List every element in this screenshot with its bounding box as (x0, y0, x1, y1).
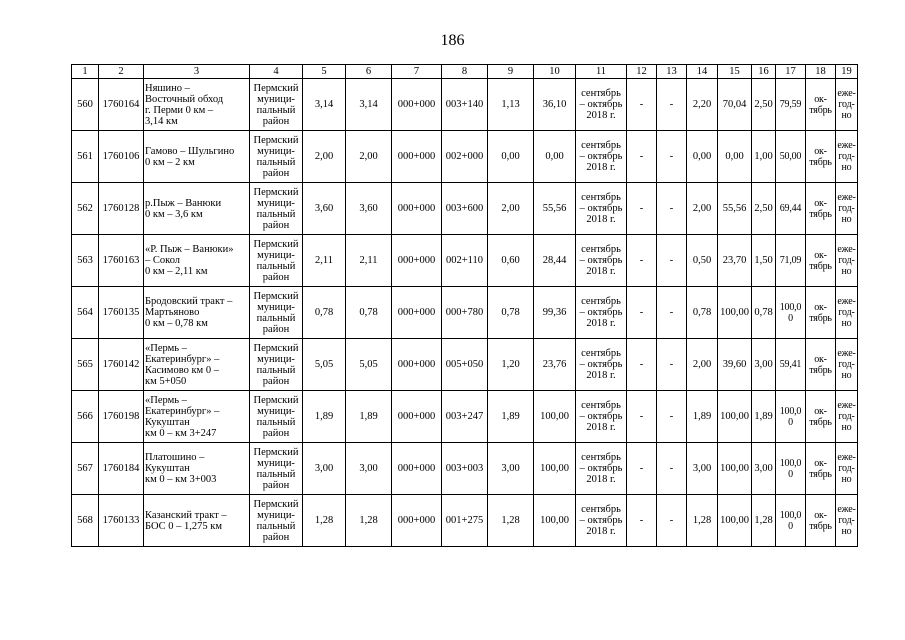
cell-col-15: 100,00 (718, 495, 752, 547)
cell-col-14: 2,00 (687, 183, 718, 235)
cell-col-14: 2,20 (687, 79, 718, 131)
cell-col-10: 100,00 (534, 443, 576, 495)
cell-col-17: 100,0 0 (776, 495, 806, 547)
cell-col-13: - (657, 391, 687, 443)
cell-col-19: еже- год- но (836, 443, 858, 495)
table-row (72, 287, 858, 339)
cell-col-11: сентябрь – октябрь 2018 г. (576, 495, 627, 547)
cell-col-4: Пермский муници- пальный район (250, 131, 303, 183)
cell-col-12: - (627, 495, 657, 547)
cell-col-7: 000+000 (392, 339, 442, 391)
cell-col-1: 566 (72, 391, 99, 443)
cell-col-16: 3,00 (752, 339, 776, 391)
cell-col-3: Гамово – Шульгино 0 км – 2 км (144, 131, 250, 183)
cell-col-12: - (627, 79, 657, 131)
cell-col-8: 005+050 (442, 339, 488, 391)
cell-col-17: 71,09 (776, 235, 806, 287)
column-number: 3 (144, 65, 250, 79)
cell-col-1: 564 (72, 287, 99, 339)
cell-col-19: еже- год- но (836, 495, 858, 547)
cell-col-5: 5,05 (303, 339, 346, 391)
cell-col-19: еже- год- но (836, 79, 858, 131)
column-number: 12 (627, 65, 657, 79)
cell-col-1: 568 (72, 495, 99, 547)
cell-col-10: 36,10 (534, 79, 576, 131)
cell-col-9: 1,20 (488, 339, 534, 391)
cell-col-8: 003+140 (442, 79, 488, 131)
cell-col-10: 99,36 (534, 287, 576, 339)
cell-col-9: 3,00 (488, 443, 534, 495)
cell-col-5: 1,89 (303, 391, 346, 443)
cell-col-7: 000+000 (392, 443, 442, 495)
cell-col-1: 565 (72, 339, 99, 391)
cell-col-4: Пермский муници- пальный район (250, 495, 303, 547)
column-number: 11 (576, 65, 627, 79)
cell-col-9: 1,28 (488, 495, 534, 547)
cell-col-1: 567 (72, 443, 99, 495)
column-number: 18 (806, 65, 836, 79)
cell-col-11: сентябрь – октябрь 2018 г. (576, 235, 627, 287)
cell-col-3: р.Пыж – Ванюки 0 км – 3,6 км (144, 183, 250, 235)
column-number: 1 (72, 65, 99, 79)
cell-col-5: 0,78 (303, 287, 346, 339)
cell-col-18: ок- тябрь (806, 235, 836, 287)
cell-col-11: сентябрь – октябрь 2018 г. (576, 391, 627, 443)
cell-col-5: 1,28 (303, 495, 346, 547)
cell-col-6: 1,28 (346, 495, 392, 547)
column-number: 7 (392, 65, 442, 79)
cell-col-2: 1760142 (99, 339, 144, 391)
cell-col-6: 3,00 (346, 443, 392, 495)
cell-col-8: 003+600 (442, 183, 488, 235)
cell-col-11: сентябрь – октябрь 2018 г. (576, 287, 627, 339)
cell-col-18: ок- тябрь (806, 391, 836, 443)
column-number: 17 (776, 65, 806, 79)
cell-col-9: 0,78 (488, 287, 534, 339)
cell-col-18: ок- тябрь (806, 131, 836, 183)
cell-col-19: еже- год- но (836, 391, 858, 443)
cell-col-4: Пермский муници- пальный район (250, 287, 303, 339)
cell-col-14: 0,78 (687, 287, 718, 339)
cell-col-3: Платошино – Кукуштан км 0 – км 3+003 (144, 443, 250, 495)
cell-col-10: 100,00 (534, 495, 576, 547)
cell-col-2: 1760164 (99, 79, 144, 131)
cell-col-8: 001+275 (442, 495, 488, 547)
cell-col-4: Пермский муници- пальный район (250, 339, 303, 391)
cell-col-17: 59,41 (776, 339, 806, 391)
cell-col-12: - (627, 235, 657, 287)
cell-col-9: 1,13 (488, 79, 534, 131)
table-row (72, 131, 858, 183)
cell-col-15: 39,60 (718, 339, 752, 391)
cell-col-13: - (657, 339, 687, 391)
cell-col-3: Няшино – Восточный обход г. Перми 0 км – 3,14 км (144, 79, 250, 131)
cell-col-9: 1,89 (488, 391, 534, 443)
cell-col-7: 000+000 (392, 287, 442, 339)
column-number: 4 (250, 65, 303, 79)
cell-col-13: - (657, 131, 687, 183)
cell-col-6: 0,78 (346, 287, 392, 339)
cell-col-6: 2,00 (346, 131, 392, 183)
cell-col-14: 2,00 (687, 339, 718, 391)
cell-col-5: 3,00 (303, 443, 346, 495)
cell-col-8: 000+780 (442, 287, 488, 339)
cell-col-1: 561 (72, 131, 99, 183)
cell-col-19: еже- год- но (836, 339, 858, 391)
cell-col-8: 002+000 (442, 131, 488, 183)
cell-col-5: 2,11 (303, 235, 346, 287)
cell-col-6: 3,14 (346, 79, 392, 131)
cell-col-7: 000+000 (392, 79, 442, 131)
cell-col-16: 3,00 (752, 443, 776, 495)
cell-col-19: еже- год- но (836, 131, 858, 183)
cell-col-7: 000+000 (392, 235, 442, 287)
cell-col-18: ок- тябрь (806, 79, 836, 131)
column-number: 16 (752, 65, 776, 79)
cell-col-18: ок- тябрь (806, 287, 836, 339)
cell-col-17: 100,0 0 (776, 287, 806, 339)
cell-col-13: - (657, 443, 687, 495)
table-row (72, 495, 858, 547)
cell-col-14: 1,89 (687, 391, 718, 443)
cell-col-16: 0,78 (752, 287, 776, 339)
cell-col-10: 23,76 (534, 339, 576, 391)
column-number: 15 (718, 65, 752, 79)
cell-col-6: 5,05 (346, 339, 392, 391)
column-number: 6 (346, 65, 392, 79)
cell-col-9: 0,00 (488, 131, 534, 183)
cell-col-5: 2,00 (303, 131, 346, 183)
cell-col-13: - (657, 183, 687, 235)
cell-col-15: 23,70 (718, 235, 752, 287)
cell-col-15: 100,00 (718, 391, 752, 443)
cell-col-10: 55,56 (534, 183, 576, 235)
cell-col-12: - (627, 391, 657, 443)
table-row (72, 391, 858, 443)
cell-col-7: 000+000 (392, 391, 442, 443)
cell-col-18: ок- тябрь (806, 495, 836, 547)
cell-col-6: 2,11 (346, 235, 392, 287)
cell-col-4: Пермский муници- пальный район (250, 79, 303, 131)
cell-col-4: Пермский муници- пальный район (250, 235, 303, 287)
cell-col-16: 1,28 (752, 495, 776, 547)
cell-col-3: Казанский тракт – БОС 0 – 1,275 км (144, 495, 250, 547)
cell-col-12: - (627, 287, 657, 339)
cell-col-19: еже- год- но (836, 183, 858, 235)
cell-col-2: 1760133 (99, 495, 144, 547)
cell-col-19: еже- год- но (836, 287, 858, 339)
column-number: 10 (534, 65, 576, 79)
cell-col-13: - (657, 495, 687, 547)
cell-col-15: 70,04 (718, 79, 752, 131)
cell-col-8: 003+247 (442, 391, 488, 443)
cell-col-7: 000+000 (392, 131, 442, 183)
cell-col-17: 100,0 0 (776, 443, 806, 495)
road-table (71, 64, 858, 547)
cell-col-3: Бродовский тракт – Мартьяново 0 км – 0,78 км (144, 287, 250, 339)
cell-col-15: 100,00 (718, 287, 752, 339)
cell-col-10: 0,00 (534, 131, 576, 183)
cell-col-2: 1760128 (99, 183, 144, 235)
cell-col-17: 79,59 (776, 79, 806, 131)
cell-col-12: - (627, 443, 657, 495)
cell-col-15: 100,00 (718, 443, 752, 495)
column-number: 8 (442, 65, 488, 79)
cell-col-16: 2,50 (752, 79, 776, 131)
cell-col-11: сентябрь – октябрь 2018 г. (576, 183, 627, 235)
cell-col-17: 69,44 (776, 183, 806, 235)
cell-col-9: 2,00 (488, 183, 534, 235)
cell-col-3: «Пермь – Екатеринбург» – Кукуштан км 0 – км 3+247 (144, 391, 250, 443)
cell-col-14: 1,28 (687, 495, 718, 547)
cell-col-15: 55,56 (718, 183, 752, 235)
cell-col-2: 1760163 (99, 235, 144, 287)
cell-col-16: 1,89 (752, 391, 776, 443)
cell-col-4: Пермский муници- пальный район (250, 183, 303, 235)
column-number-row (72, 65, 858, 79)
cell-col-12: - (627, 183, 657, 235)
cell-col-11: сентябрь – октябрь 2018 г. (576, 443, 627, 495)
cell-col-5: 3,60 (303, 183, 346, 235)
cell-col-4: Пермский муници- пальный район (250, 443, 303, 495)
cell-col-14: 0,50 (687, 235, 718, 287)
cell-col-3: «Р. Пыж – Ванюки» – Сокол 0 км – 2,11 км (144, 235, 250, 287)
cell-col-16: 1,50 (752, 235, 776, 287)
cell-col-8: 003+003 (442, 443, 488, 495)
cell-col-18: ок- тябрь (806, 183, 836, 235)
cell-col-18: ок- тябрь (806, 443, 836, 495)
cell-col-14: 0,00 (687, 131, 718, 183)
cell-col-8: 002+110 (442, 235, 488, 287)
cell-col-9: 0,60 (488, 235, 534, 287)
cell-col-16: 1,00 (752, 131, 776, 183)
cell-col-2: 1760135 (99, 287, 144, 339)
cell-col-16: 2,50 (752, 183, 776, 235)
cell-col-11: сентябрь – октябрь 2018 г. (576, 131, 627, 183)
column-number: 13 (657, 65, 687, 79)
cell-col-7: 000+000 (392, 183, 442, 235)
cell-col-13: - (657, 235, 687, 287)
cell-col-1: 562 (72, 183, 99, 235)
cell-col-12: - (627, 131, 657, 183)
cell-col-11: сентябрь – октябрь 2018 г. (576, 339, 627, 391)
cell-col-1: 563 (72, 235, 99, 287)
cell-col-5: 3,14 (303, 79, 346, 131)
cell-col-19: еже- год- но (836, 235, 858, 287)
cell-col-2: 1760198 (99, 391, 144, 443)
table-row (72, 339, 858, 391)
cell-col-1: 560 (72, 79, 99, 131)
cell-col-6: 3,60 (346, 183, 392, 235)
table-row (72, 235, 858, 287)
cell-col-3: «Пермь – Екатеринбург» – Касимово км 0 – км 5+050 (144, 339, 250, 391)
cell-col-2: 1760106 (99, 131, 144, 183)
table-row (72, 443, 858, 495)
cell-col-14: 3,00 (687, 443, 718, 495)
cell-col-17: 100,0 0 (776, 391, 806, 443)
cell-col-6: 1,89 (346, 391, 392, 443)
cell-col-18: ок- тябрь (806, 339, 836, 391)
cell-col-13: - (657, 287, 687, 339)
cell-col-13: - (657, 79, 687, 131)
column-number: 19 (836, 65, 858, 79)
cell-col-7: 000+000 (392, 495, 442, 547)
cell-col-10: 100,00 (534, 391, 576, 443)
cell-col-11: сентябрь – октябрь 2018 г. (576, 79, 627, 131)
cell-col-4: Пермский муници- пальный район (250, 391, 303, 443)
table-row (72, 183, 858, 235)
page-number: 186 (440, 32, 465, 49)
cell-col-17: 50,00 (776, 131, 806, 183)
table-row (72, 79, 858, 131)
cell-col-2: 1760184 (99, 443, 144, 495)
column-number: 2 (99, 65, 144, 79)
column-number: 9 (488, 65, 534, 79)
column-number: 5 (303, 65, 346, 79)
cell-col-15: 0,00 (718, 131, 752, 183)
column-number: 14 (687, 65, 718, 79)
cell-col-10: 28,44 (534, 235, 576, 287)
cell-col-12: - (627, 339, 657, 391)
